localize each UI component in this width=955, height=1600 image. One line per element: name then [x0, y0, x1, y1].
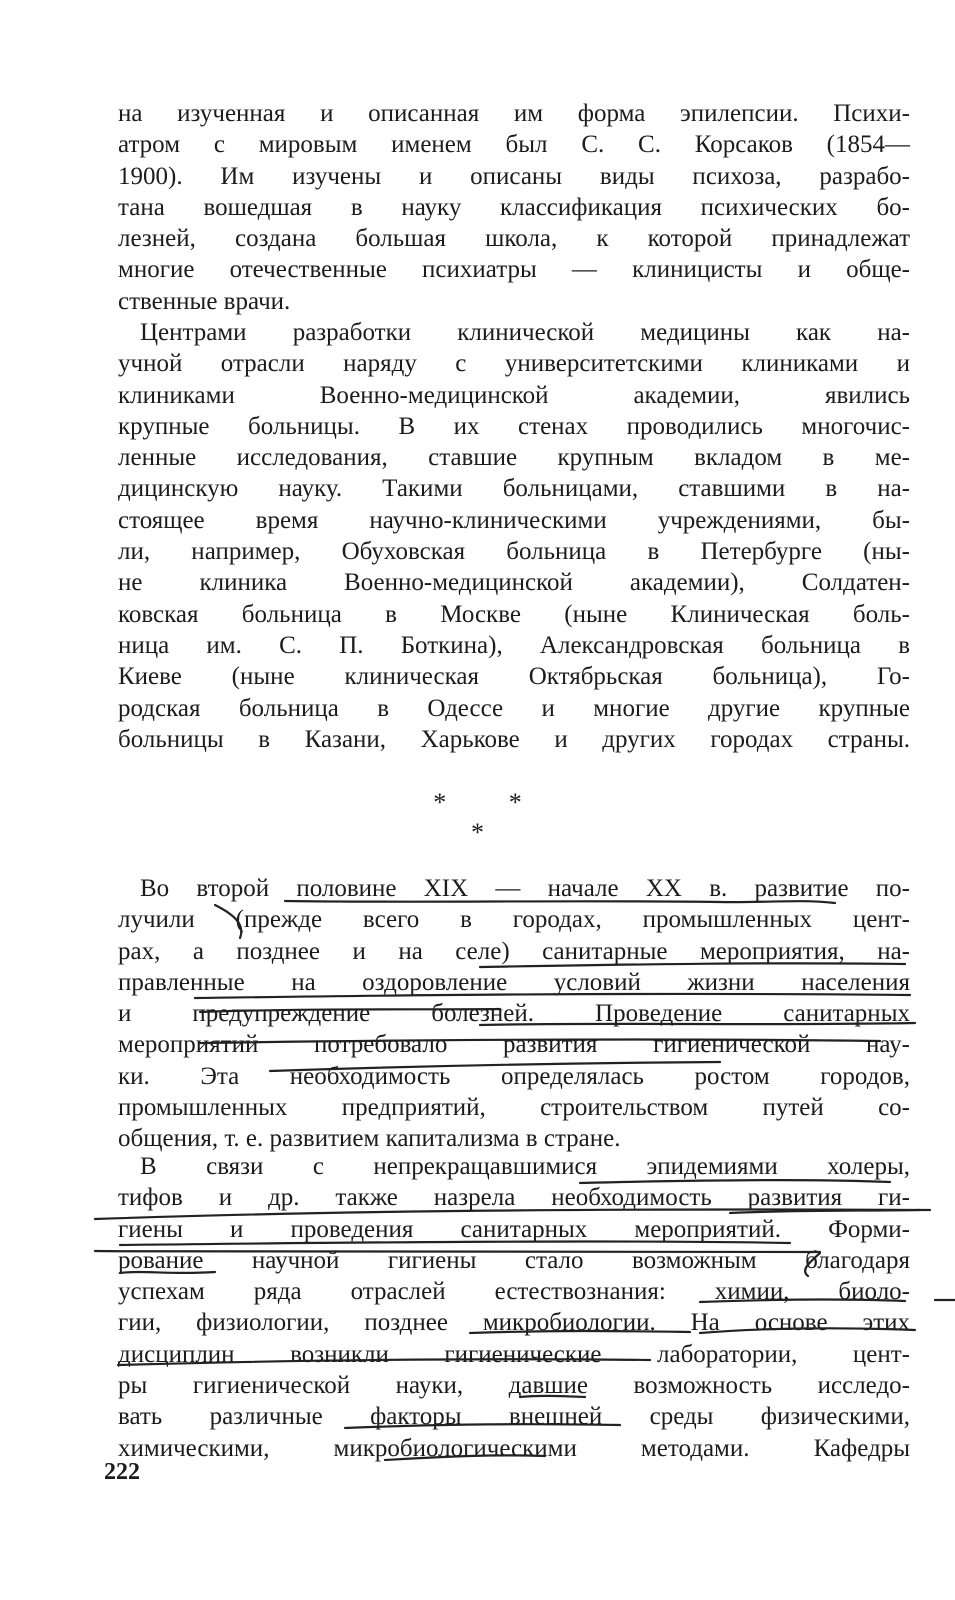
text-line: рование научной гигиены стало возможным благодаря [118, 1246, 910, 1274]
text-line: многие отечественные психиатры — клиницисты и обще- [118, 256, 910, 284]
paragraph-sanitary-measures [118, 873, 910, 1155]
text-line: гиены и проведения санитарных мероприятий. Форми- [118, 1215, 910, 1243]
text-line: вать различные факторы внешней среды физическими, [118, 1403, 910, 1431]
text-line: химическими, микробиологическими методами. Кафедры [118, 1434, 910, 1462]
text-line: лучили (прежде всего в городах, промышленных цент- [118, 906, 910, 934]
text-line: промышленных предприятий, строительством путей со- [118, 1094, 910, 1122]
section-separator [0, 788, 955, 848]
text-line: на изученная и описанная им форма эпилепсии. Психи- [118, 100, 910, 127]
text-line: успехам ряда отраслей естествознания: химии, биоло- [118, 1278, 910, 1306]
text-line: дисциплин возникли гигиенические лаборатории, цент- [118, 1340, 910, 1368]
page-number: 222 [104, 1459, 140, 1485]
text-line: ки. Эта необходимость определялась ростом городов, [118, 1062, 910, 1090]
text-line: Киеве (ныне клиническая Октябрьская больница), Го- [118, 663, 910, 691]
separator-asterisk-bottom: * [471, 818, 484, 847]
text-line: и предупреждение болезней. Проведение санитарных [118, 1000, 910, 1028]
text-line: ница им. С. П. Боткина), Александровская больница в [118, 631, 910, 659]
text-line: клиниками Военно-медицинской академии, явились [118, 381, 910, 409]
text-line: стоящее время научно-клиническими учреждениями, бы- [118, 506, 910, 534]
text-line: общения, т. е. развитием капитализма в стране. [118, 1125, 621, 1153]
text-line: не клиника Военно-медицинской академии), Солдатен- [118, 569, 910, 597]
paragraph-clinical-centers [118, 317, 910, 755]
text-line: крупные больницы. В их стенах проводились многочис- [118, 412, 910, 440]
paragraph-korsakov [118, 98, 910, 317]
text-line: Центрами разработки клинической медицины как на- [140, 319, 910, 346]
text-line: ственные врачи. [118, 287, 291, 315]
text-line: ли, например, Обуховская больница в Петербурге (ны- [118, 538, 910, 566]
text-line: родская больница в Одессе и многие другие крупные [118, 694, 910, 722]
text-line: лезней, создана большая школа, к которой принадлежат [118, 225, 910, 253]
text-line: учной отрасли наряду с университетскими клиниками и [118, 350, 910, 378]
text-line: мероприятий потребовало развития гигиенической нау- [118, 1031, 910, 1059]
text-line: тифов и др. также назрела необходимость развития ги- [118, 1184, 910, 1212]
text-line: дицинскую науку. Такими больницами, ставшими в на- [118, 475, 910, 503]
text-line: тана вошедшая в науку классификация психических бо- [118, 193, 910, 221]
text-line: ковская больница в Москве (ныне Клиническая боль- [118, 600, 910, 628]
text-line: В связи с непрекращавшимися эпидемиями холеры, [140, 1153, 910, 1180]
text-line: атром с мировым именем был С. С. Корсаков (1854— [118, 131, 910, 159]
text-line: 1900). Им изучены и описаны виды психоза, разрабо- [118, 162, 910, 190]
separator-asterisks-top: * * [433, 788, 550, 817]
text-line: правленные на оздоровление условий жизни населения [118, 968, 910, 996]
text-line: больницы в Казани, Харькове и других городах страны. [118, 725, 910, 753]
text-line: рах, а позднее и на селе) санитарные мероприятия, на- [118, 937, 910, 965]
text-line: ры гигиенической науки, давшие возможность исследо- [118, 1372, 910, 1400]
paragraph-hygiene-science [118, 1151, 910, 1464]
text-line: ленные исследования, ставшие крупным вкладом в ме- [118, 444, 910, 472]
text-line: гии, физиологии, позднее микробиологии. На основе этих [118, 1309, 910, 1337]
text-line: Во второй половине XIX — начале XX в. развитие по- [140, 875, 910, 902]
